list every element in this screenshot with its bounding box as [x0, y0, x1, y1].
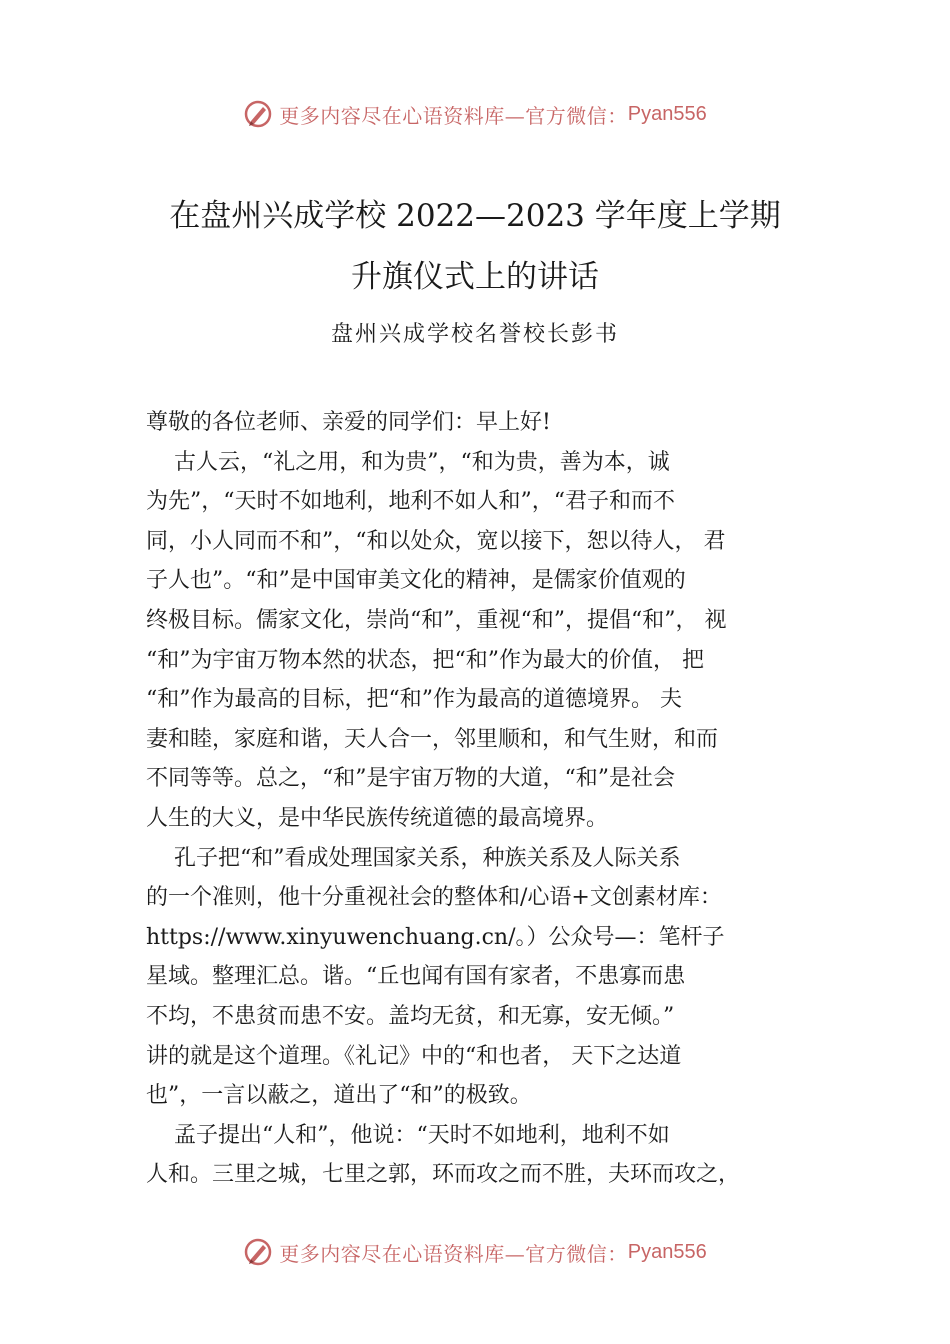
body-line: https://www.xinyuwenchuang.cn/。）公众号—：笔杆子 — [146, 924, 725, 950]
watermark-wechat-id: Pyan556 — [627, 102, 707, 125]
body-line: 人和。三里之城，七里之郭，环而攻之而不胜，夫环而攻之， — [146, 1162, 741, 1188]
body-line: “和”作为最高的目标，把“和”作为最高的道德境界。 夫 — [146, 687, 682, 713]
body-line: 妻和睦，家庭和谐，天人合一，邻里顺和，和气生财，和而 — [146, 726, 719, 752]
pen-logo-icon — [243, 1237, 273, 1267]
watermark-text: 更多内容尽在心语资料库—官方微信： — [279, 103, 628, 128]
body-line: 也”，一言以蔽之，道出了“和”的极致。 — [146, 1083, 532, 1109]
body-line: 为先”，“天时不如地利，地利不如人和”，“君子和而不 — [146, 489, 675, 515]
body-line: 孔子把“和”看成处理国家关系，种族关系及人际关系 — [146, 845, 681, 871]
body-line: 古人云，“礼之用，和为贵”，“和为贵，善为本，诚 — [146, 449, 670, 475]
pen-logo-icon — [243, 99, 273, 129]
watermark-header — [0, 94, 950, 134]
body-line: 终极目标。儒家文化，崇尚“和”，重视“和”，提倡“和”， 视 — [146, 607, 727, 633]
document-title-line-1: 在盘州兴成学校 2022—2023 学年度上学期 — [169, 198, 781, 234]
body-line: 不同等等。总之，“和”是宇宙万物的大道，“和”是社会 — [146, 766, 675, 792]
document-title-line-2: 升旗仪式上的讲话 — [351, 259, 599, 295]
body-line: 不均，不患贫而患不安。盖均无贫，和无寡，安无倾。” — [146, 1003, 675, 1029]
author-line: 盘州兴成学校名誉校长彭书 — [330, 322, 619, 347]
speech-body — [146, 403, 826, 1195]
body-line: “和”为宇宙万物本然的状态，把“和”作为最大的价值， 把 — [146, 647, 704, 673]
watermark-text: 更多内容尽在心语资料库—官方微信： — [279, 1241, 628, 1266]
body-line: 星域。整理汇总。谐。“丘也闻有国有家者，不患寡而患 — [146, 964, 686, 990]
watermark-wechat-id: Pyan556 — [627, 1240, 707, 1263]
body-line: 孟子提出“人和”，他说：“天时不如地利，地利不如 — [146, 1122, 670, 1148]
body-line: 讲的就是这个道理。《礼记》中的“和也者， 天下之达道 — [146, 1043, 682, 1069]
body-line: 同，小人同而不和”，“和以处众，宽以接下，恕以待人， 君 — [146, 528, 726, 554]
watermark-footer — [0, 1232, 950, 1272]
body-line: 子人也”。“和”是中国审美文化的精神，是儒家价值观的 — [146, 568, 686, 594]
body-line: 尊敬的各位老师、亲爱的同学们：早上好! — [146, 410, 551, 435]
body-line: 人生的大义，是中华民族传统道德的最高境界。 — [146, 805, 609, 831]
body-line: 的一个准则，他十分重视社会的整体和/心语+文创素材库： — [146, 885, 722, 911]
